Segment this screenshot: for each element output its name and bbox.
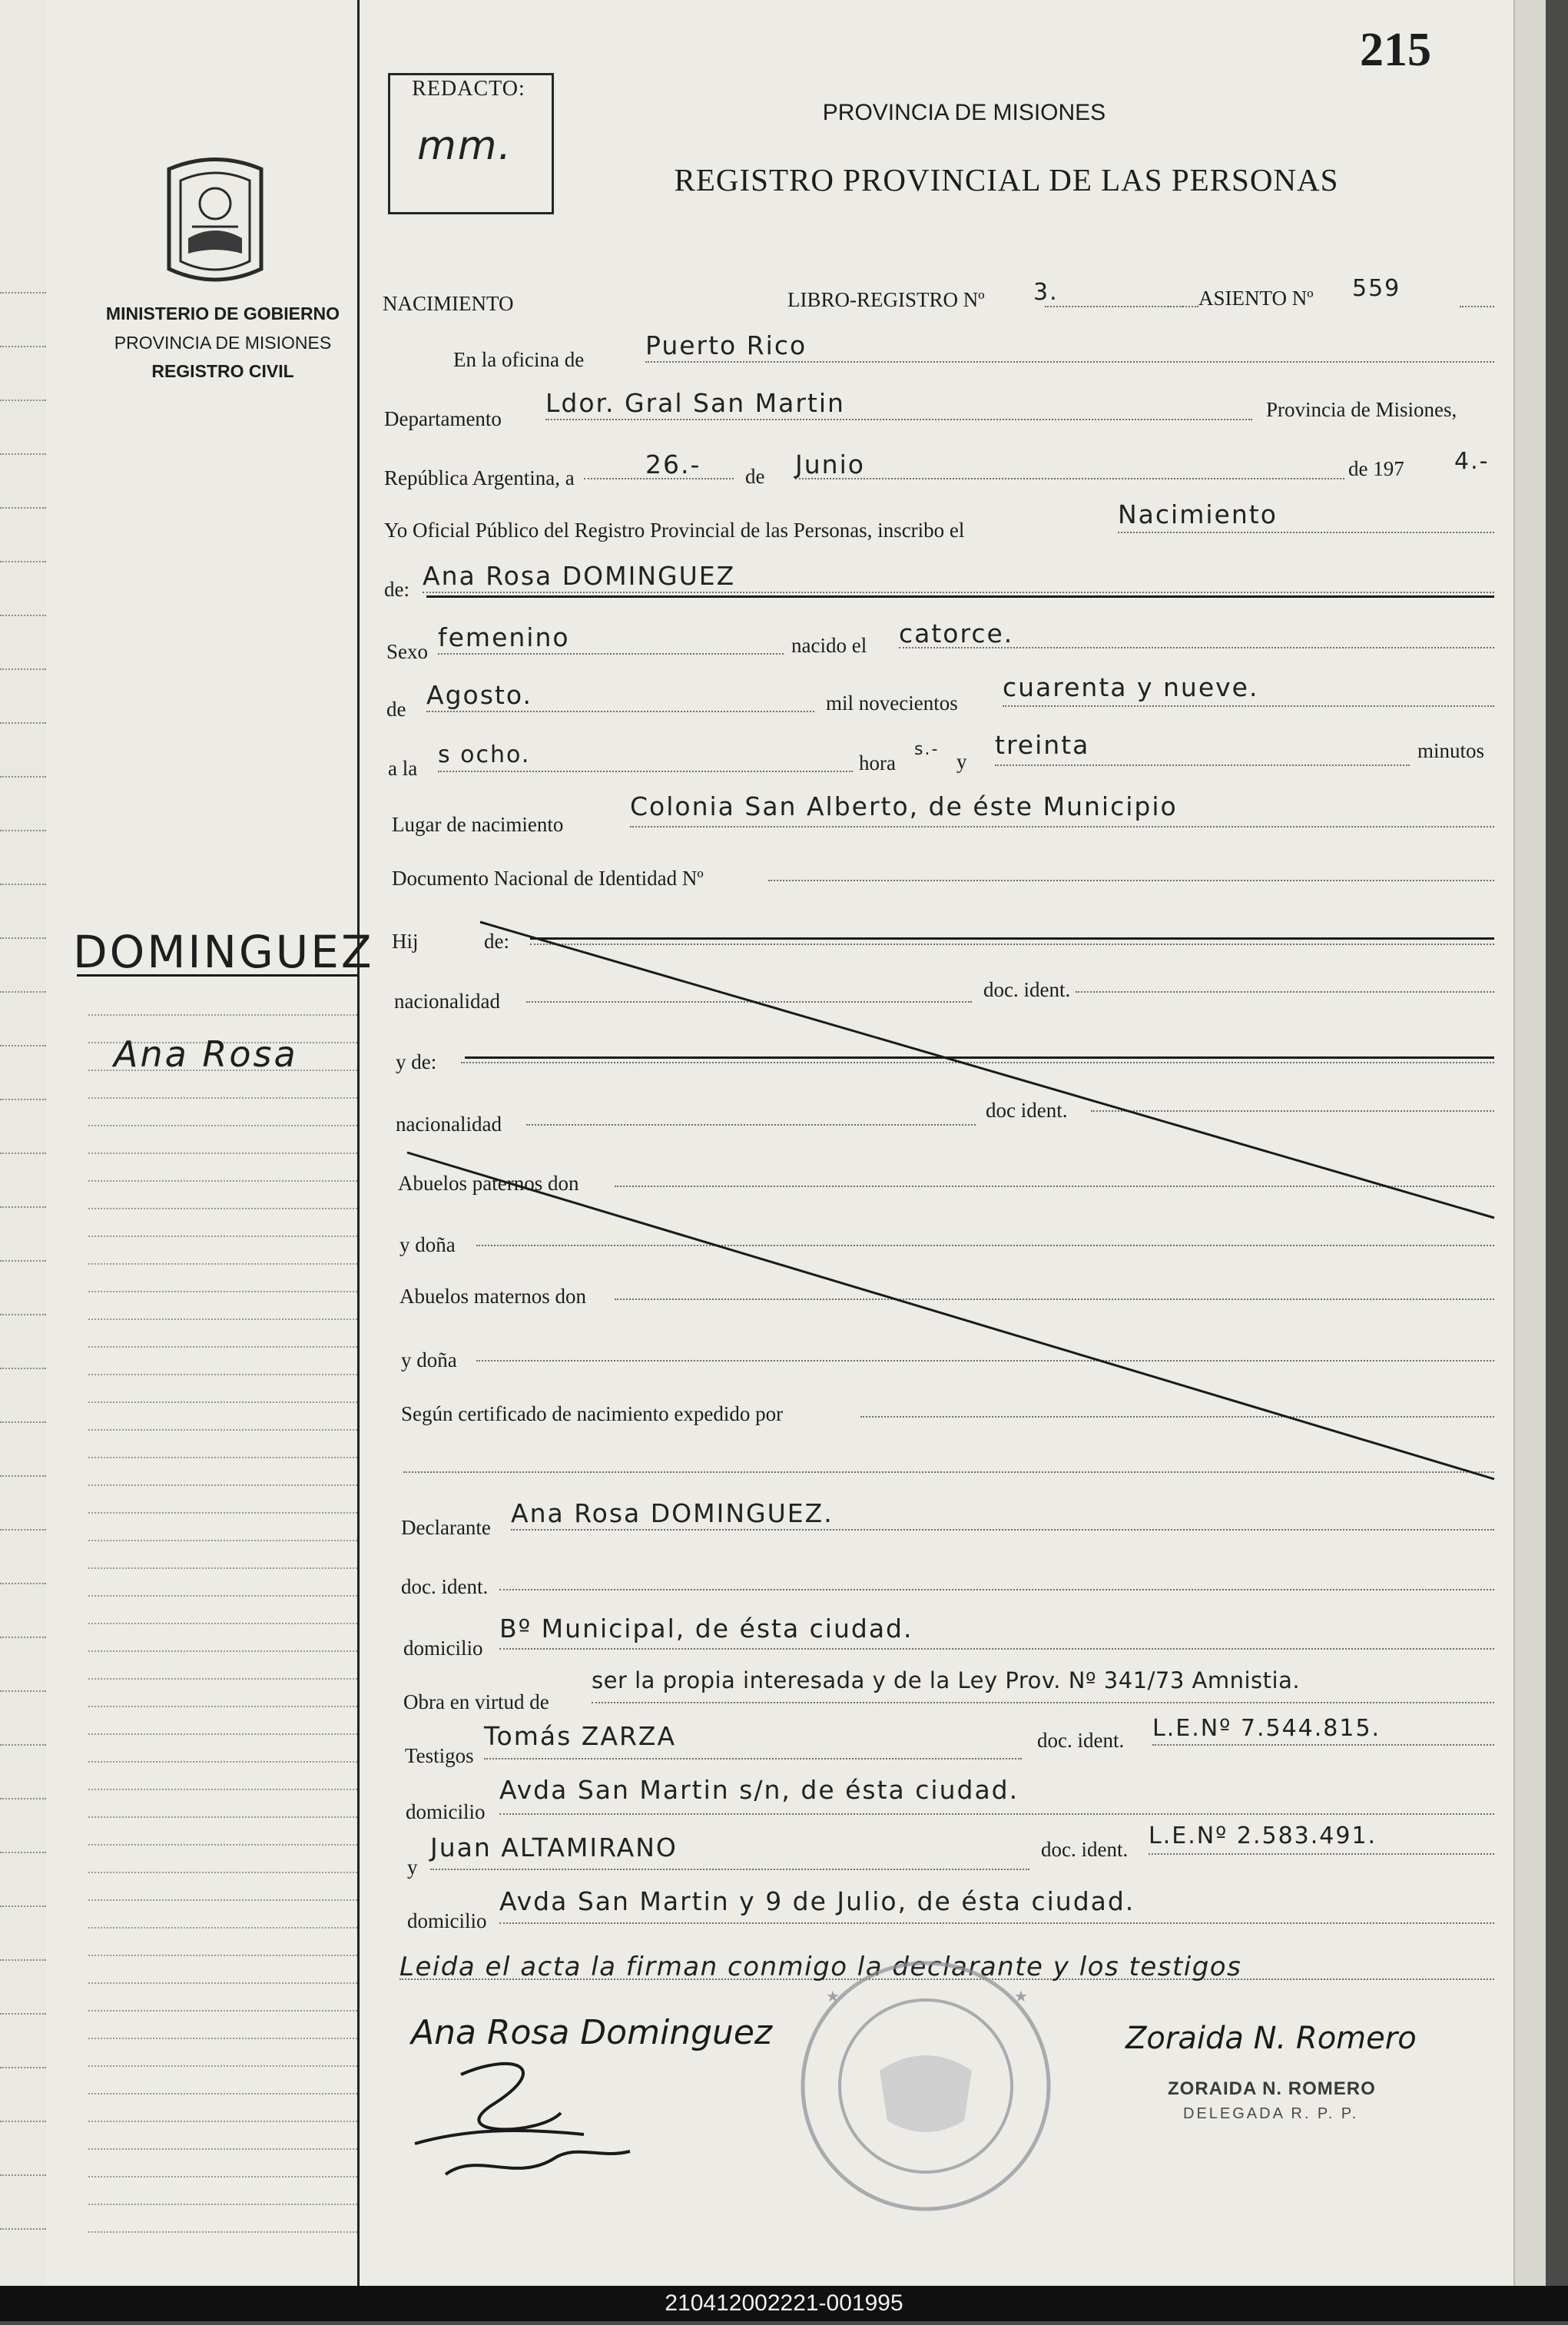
obra-label: Obra en virtud de [403,1690,549,1713]
province-heading: PROVINCIA DE MISIONES [822,100,1106,125]
doc-ident-label: doc. ident. [983,978,1071,1001]
anio-nac-value: cuarenta y nueve. [1003,672,1259,702]
libro-label: LIBRO-REGISTRO Nº [787,288,985,311]
svg-text:★: ★ [826,1988,840,2005]
minutos-label: minutos [1417,739,1485,762]
anio-value: 4.- [1454,448,1490,475]
sexo-value: femenino [438,622,570,652]
y-label: y [956,750,967,773]
lugar-value: Colonia San Alberto, de éste Municipio [630,791,1178,821]
departamento-value: Ldor. Gral San Martin [545,388,845,418]
declarante-label: Declarante [401,1516,491,1539]
asiento-value: 559 [1352,275,1401,302]
nacionalidad-label: nacionalidad [394,990,500,1013]
declarante-value: Ana Rosa DOMINGUEZ. [511,1498,834,1528]
margin-given-names: Ana Rosa [114,1033,298,1075]
abuelos-maternos-label: Abuelos maternos don [399,1285,586,1308]
oficina-label: En la oficina de [453,348,585,371]
domicilio-label: domicilio [403,1637,483,1660]
testigo2-doc: L.E.Nº 2.583.491. [1149,1823,1377,1849]
official-name: ZORAIDA N. ROMERO [1168,2078,1376,2099]
oficina-value: Puerto Rico [645,330,807,360]
lugar-label: Lugar de nacimiento [392,813,564,836]
record-type-label: NACIMIENTO [383,292,514,315]
declarante-signature: Ana Rosa Dominguez [411,2013,773,2052]
y-de-label: y de: [396,1050,437,1073]
doc-ident3-label: doc. ident. [401,1575,489,1598]
provincia-suffix: Provincia de Misiones, [1266,398,1457,421]
y-dona2-label: y doña [401,1348,457,1371]
de2-label: de: [484,930,509,953]
domicilio3-label: domicilio [407,1909,487,1932]
testigo1-doc: L.E.Nº 7.544.815. [1152,1715,1381,1742]
testigos-label: Testigos [405,1744,474,1767]
segun-label: Según certificado de nacimiento expedido por [401,1402,784,1425]
dni-label: Documento Nacional de Identidad Nº [392,867,704,890]
hora-suffix: s.- [914,740,940,759]
republica-label: República Argentina, a [384,466,575,489]
testigo1-value: Tomás ZARZA [484,1721,677,1751]
mes-nac-value: Agosto. [426,680,532,710]
doc-ident2-label: doc ident. [986,1099,1068,1122]
asiento-label: ASIENTO Nº [1198,287,1314,310]
mes-value: Junio [795,449,865,479]
domicilio-value: Bº Municipal, de ésta ciudad. [499,1614,913,1643]
a-la-label: a la [388,757,418,780]
registry-heading: REGISTRO PROVINCIAL DE LAS PERSONAS [674,162,1339,197]
libro-value: 3. [1033,279,1059,306]
margin-surname: DOMINGUEZ [73,926,374,978]
abuelos-paternos-label: Abuelos paternos don [398,1172,579,1195]
testigo2-value: Juan ALTAMIRANO [430,1832,678,1862]
mil-label: mil novecientos [826,692,958,715]
de-label: de [745,465,765,488]
hij-label: Hij [392,930,419,953]
redacto-initials: mm. [417,123,512,169]
inscribo-value: Nacimiento [1118,499,1278,529]
obra-value: ser la propia interesada y de la Ley Prov. Nº 341/73 Amnistia. [592,1667,1301,1693]
y-dona-label: y doña [399,1233,456,1256]
official-title: DELEGADA R. P. P. [1183,2105,1359,2122]
dia-value: 26.- [645,449,701,479]
de-persona-label: de: [384,578,409,601]
y2-label: y [407,1856,418,1879]
official-stamp [795,1955,1056,2221]
nacionalidad2-label: nacionalidad [396,1113,502,1136]
de-mes-label: de [386,698,406,721]
official-signature: Zoraida N. Romero [1125,2021,1417,2056]
ministry-label: MINISTERIO DE GOBIERNO [105,303,340,323]
folio-number: 215 [1360,24,1431,76]
leida-text: Leida el acta la firman conmigo la declarante y los testigos [399,1952,1242,1982]
nacido-value: catorce. [899,619,1014,648]
doc-ident4-label: doc. ident. [1037,1729,1125,1752]
domicilio3-value: Avda San Martin y 9 de Julio, de ésta ciudad. [499,1886,1135,1916]
persona-value: Ana Rosa DOMINGUEZ [423,561,736,591]
departamento-label: Departamento [384,407,502,430]
civil-registry-label: REGISTRO CIVIL [151,361,294,381]
domicilio2-label: domicilio [406,1800,486,1823]
hora-label: hora [859,751,896,774]
domicilio2-value: Avda San Martin s/n, de ésta ciudad. [499,1775,1019,1805]
redacto-label: REDACTO: [412,77,525,101]
a-la-value: s ocho. [438,741,531,768]
witness-signatures [399,2044,676,2209]
province-label: PROVINCIA DE MISIONES [114,333,332,353]
nacido-label: nacido el [791,634,867,657]
anio-label: de 197 [1348,457,1404,480]
minutos-value: treinta [995,730,1090,760]
doc-ident5-label: doc. ident. [1041,1838,1129,1861]
oficial-text: Yo Oficial Público del Registro Provincial de las Personas, inscribo el [384,519,965,542]
sexo-label: Sexo [386,640,428,663]
image-id-footer: 210412002221-001995 [0,2286,1568,2321]
svg-text:★: ★ [1014,1988,1028,2005]
